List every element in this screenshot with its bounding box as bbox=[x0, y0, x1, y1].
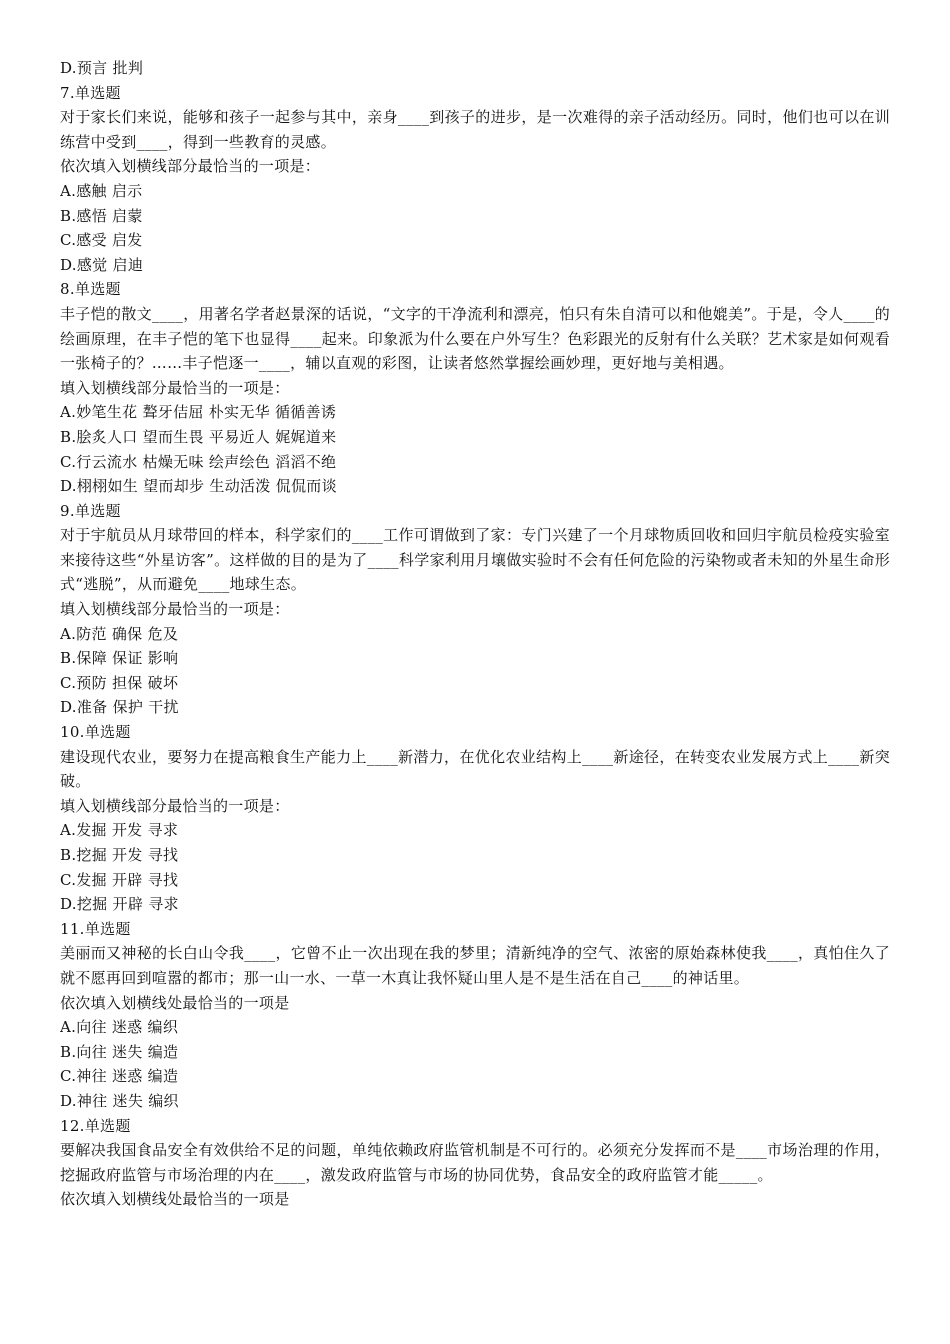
question-stem: 建设现代农业，要努力在提高粮食生产能力上____新潜力，在优化农业结构上____新途径，在转变农业发展方式上____新突破。 bbox=[60, 747, 890, 791]
option-line: C.预防 担保 破坏 bbox=[60, 673, 179, 692]
question-stem: 对于家长们来说，能够和孩子一起参与其中，亲身____到孩子的进步，是一次难得的亲子活动经历。同时，他们也可以在训练营中受到____，得到一些教育的灵感。 bbox=[60, 108, 890, 151]
question-stem: 丰子恺的散文____，用著名学者赵景深的话说，“文字的干净流利和漂亮，怕只有朱自清可以和他媲美”。于是，令人____的绘画原理，在丰子恺的笔下也显得____起来。印象派为什么要在户外写生？色彩跟光的反射有什么关联？艺术家是如何观看一张椅子的？……丰子恺逐一____，辅以直观的彩图，让读者悠然掌握绘画妙理，更好地与美相遇。 bbox=[60, 304, 890, 373]
option-line: D.感觉 启迪 bbox=[60, 255, 144, 274]
option-line: B.挖掘 开发 寻找 bbox=[60, 846, 179, 864]
option-line: A.发掘 开发 寻求 bbox=[60, 821, 179, 840]
question-prompt: 填入划横线部分最恰当的一项是： bbox=[60, 600, 290, 619]
option-line: D.栩栩如生 望而却步 生动活泼 侃侃而谈 bbox=[60, 477, 337, 496]
question-header: 7.单选题 bbox=[60, 83, 121, 102]
option-line: D.挖掘 开辟 寻求 bbox=[60, 895, 179, 914]
question-prompt: 依次填入划横线处最恰当的一项是 bbox=[60, 1190, 290, 1209]
question-stem: 美丽而又神秘的长白山令我____，它曾不止一次出现在我的梦里；清新纯净的空气、浓密的原始森林使我____，真怕住久了就不愿再回到喧嚣的都市；那一山一水、一草一木真让我怀疑山里人是不是生活在自己____的神话里。 bbox=[60, 944, 890, 987]
document-body bbox=[60, 56, 890, 1212]
question-stem: 对于宇航员从月球带回的样本，科学家们的____工作可谓做到了家：专门兴建了一个月球物质回收和回归宇航员检疫实验室来接待这些“外星访客”。这样做的目的是为了____科学家利用月壤做实验时不会有任何危险的污染物或者未知的外星生命形式“逃脱”，从而避免____地球生态。 bbox=[60, 526, 890, 594]
option-line: A.感触 启示 bbox=[60, 181, 143, 200]
option-line: C.神往 迷惑 编造 bbox=[60, 1067, 179, 1086]
question-prompt: 依次填入划横线部分最恰当的一项是： bbox=[60, 157, 321, 176]
question-header: 11.单选题 bbox=[60, 919, 131, 938]
option-line: D.准备 保护 干扰 bbox=[60, 698, 179, 717]
option-line: D.预言 批判 bbox=[60, 59, 144, 77]
question-prompt: 填入划横线部分最恰当的一项是： bbox=[60, 796, 290, 815]
question-header: 12.单选题 bbox=[60, 1116, 131, 1135]
question-header: 10.单选题 bbox=[60, 723, 131, 742]
option-line: B.脍炙人口 望而生畏 平易近人 娓娓道来 bbox=[60, 427, 337, 446]
option-line: D.神往 迷失 编织 bbox=[60, 1091, 179, 1110]
question-stem: 要解决我国食品安全有效供给不足的问题，单纯依赖政府监管机制是不可行的。必须充分发挥而不是____市场治理的作用，挖掘政府监管与市场治理的内在____，激发政府监管与市场的协同优势，食品安全的政府监管才能_____。 bbox=[60, 1141, 890, 1184]
question-prompt: 依次填入划横线处最恰当的一项是 bbox=[60, 993, 290, 1012]
option-line: B.向往 迷失 编造 bbox=[60, 1042, 179, 1061]
option-line: A.防范 确保 危及 bbox=[60, 624, 179, 643]
option-line: C.感受 启发 bbox=[60, 231, 143, 250]
option-line: A.妙笔生花 聱牙佶屈 朴实无华 循循善诱 bbox=[60, 403, 337, 422]
option-line: B.感悟 启蒙 bbox=[60, 206, 143, 225]
option-line: A.向往 迷惑 编织 bbox=[60, 1018, 179, 1037]
question-header: 9.单选题 bbox=[60, 501, 121, 520]
question-header: 8.单选题 bbox=[60, 280, 121, 299]
option-line: B.保障 保证 影响 bbox=[60, 649, 179, 668]
question-prompt: 填入划横线部分最恰当的一项是： bbox=[60, 378, 290, 397]
option-line: C.行云流水 枯燥无味 绘声绘色 滔滔不绝 bbox=[60, 452, 337, 471]
option-line: C.发掘 开辟 寻找 bbox=[60, 870, 179, 889]
